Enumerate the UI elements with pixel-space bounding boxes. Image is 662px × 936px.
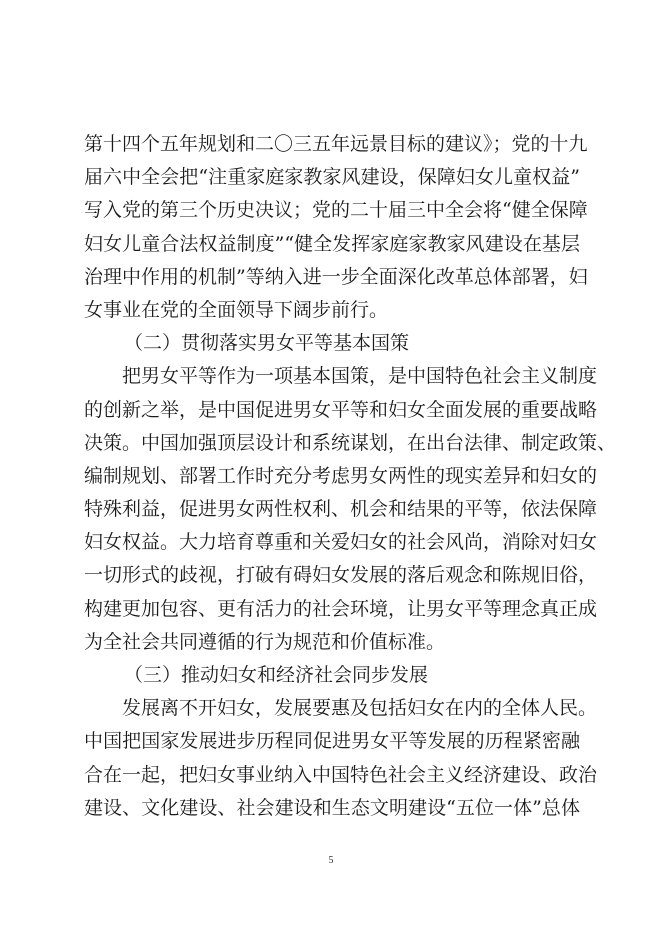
text-line: 为全社会共同遵循的行为规范和价值标准。 <box>84 630 446 653</box>
paragraph-continued <box>84 128 588 327</box>
page-number: 5 <box>328 855 334 866</box>
text-line: 妇女权益。大力培育尊重和关爱妇女的社会风尚，消除对妇女 <box>84 531 598 554</box>
text-line: 届六中全会把“注重家庭家教家风建设，保障妇女儿童权益” <box>84 166 580 189</box>
section-3-paragraph <box>84 692 598 825</box>
text-line: 妇女儿童合法权益制度”“健全发挥家庭家教家风建设在基层 <box>84 232 580 255</box>
text-line: 治理中作用的机制”等纳入进一步全面深化改革总体部署，妇 <box>84 265 588 288</box>
text-line: 中国把国家发展进步历程同促进男女平等发展的历程紧密融 <box>84 730 580 753</box>
text-line: 写入党的第三个历史决议；党的二十届三中全会将“健全保障 <box>84 199 588 222</box>
text-line: 构建更加包容、更有活力的社会环境，让男女平等理念真正成 <box>84 597 598 620</box>
text-line: 一切形式的歧视，打破有碍妇女发展的落后观念和陈规旧俗， <box>84 564 598 587</box>
text-line: 特殊利益，促进男女两性权利、机会和结果的平等，依法保障 <box>84 498 598 521</box>
section-heading-3: （三）推动妇女和经济社会同步发展 <box>124 664 429 686</box>
text-line: 建设、文化建设、社会建设和生态文明建设“五位一体”总体 <box>84 796 580 819</box>
text-line: 合在一起，把妇女事业纳入中国特色社会主义经济建设、政治 <box>84 763 598 786</box>
text-line: 把男女平等作为一项基本国策，是中国特色社会主义制度 <box>122 365 598 388</box>
text-line: 女事业在党的全面领导下阔步前行。 <box>84 298 389 321</box>
section-heading-2: （二）贯彻落实男女平等基本国策 <box>124 332 410 355</box>
text-line: 编制规划、部署工作时充分考虑男女两性的现实差异和妇女的 <box>84 464 598 487</box>
text-line: 的创新之举，是中国促进男女平等和妇女全面发展的重要战略 <box>84 398 598 421</box>
section-2-paragraph <box>84 360 617 659</box>
text-line: 第十四个五年规划和二〇三五年远景目标的建议》；党的十九 <box>84 133 588 155</box>
text-line: 决策。中国加强顶层设计和系统谋划，在出台法律、制定政策、 <box>84 431 617 454</box>
text-line: 发展离不开妇女，发展要惠及包括妇女在内的全体人民。 <box>122 697 598 720</box>
document-body <box>84 128 617 825</box>
